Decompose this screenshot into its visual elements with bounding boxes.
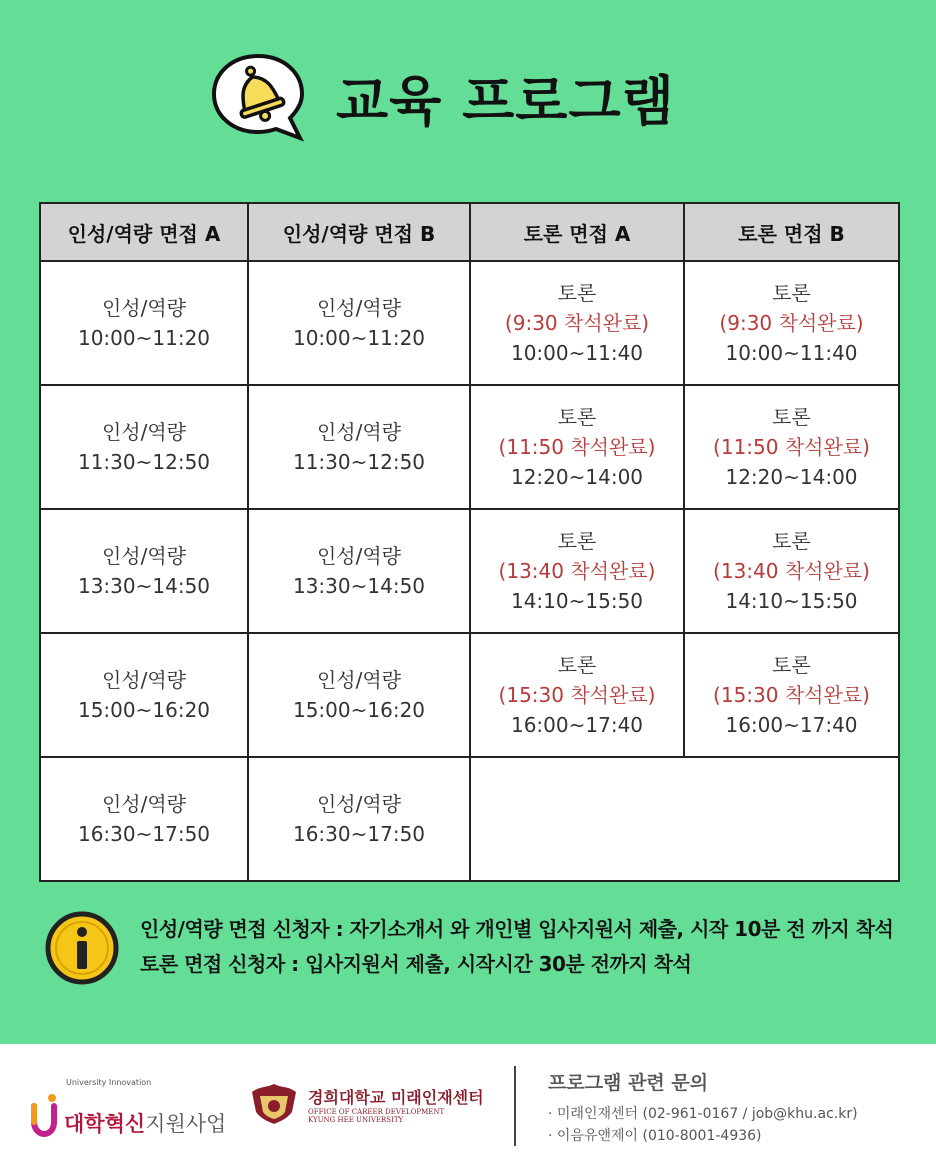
session-time: 10:00~11:40 (510, 341, 644, 365)
table-cell (248, 261, 470, 385)
seating-note: (9:30 착석완료) (719, 311, 864, 335)
seating-note: (9:30 착석완료) (504, 311, 650, 335)
session-time: 10:00~11:20 (77, 326, 211, 350)
u-logo-icon (30, 1092, 58, 1138)
table-cell (40, 385, 248, 509)
session-time: 16:00~17:40 (725, 713, 858, 737)
table-cell (40, 633, 248, 757)
table-cell (248, 757, 470, 881)
session-time: 16:30~17:50 (292, 822, 426, 846)
table-cell (684, 261, 899, 385)
contact-line: · 이음유앤제이 (010-8001-4936) (548, 1128, 762, 1144)
session-name: 인성/역량 (101, 544, 187, 568)
session-name: 인성/역량 (316, 792, 402, 816)
session-name: 인성/역량 (316, 296, 402, 320)
info-icon (44, 910, 120, 986)
table-cell (684, 385, 899, 509)
career-center-name: 경희대학교 미래인재센터 (308, 1087, 484, 1107)
column-header: 토론 면접 B (684, 203, 899, 261)
contact-line: · 미래인재센터 (02-961-0167 / job@khu.ac.kr) (548, 1106, 858, 1122)
session-time: 16:00~17:40 (510, 713, 644, 737)
session-name: 토론 (557, 653, 597, 677)
footer-divider (514, 1066, 516, 1146)
session-name: 토론 (772, 405, 811, 429)
info-line: 인성/역량 면접 신청자 : 자기소개서 와 개인별 입사지원서 제출, 시작 10분 전 까지 착석 (140, 917, 894, 941)
seating-note: (11:50 착석완료) (498, 435, 656, 459)
logo-rest-text: 지원사업 (145, 1112, 227, 1136)
info-notice (44, 906, 893, 986)
logo-small-text: University Innovation (66, 1078, 152, 1087)
session-name: 토론 (557, 529, 597, 553)
session-time: 14:10~15:50 (725, 589, 858, 613)
session-name: 인성/역량 (316, 668, 402, 692)
contact-title: 프로그램 관련 문의 (548, 1072, 709, 1094)
session-name: 토론 (772, 653, 811, 677)
session-time: 11:30~12:50 (292, 450, 426, 474)
logo-main-text (64, 1108, 226, 1138)
table-row (40, 757, 899, 881)
table-row (40, 385, 899, 509)
session-time: 16:30~17:50 (77, 822, 211, 846)
column-header: 인성/역량 면접 B (248, 203, 470, 261)
table-cell (40, 261, 248, 385)
seating-note: (13:40 착석완료) (713, 559, 870, 583)
column-header: 인성/역량 면접 A (40, 203, 248, 261)
session-name: 인성/역량 (316, 544, 402, 568)
table-cell (470, 633, 684, 757)
career-center-text (308, 1085, 484, 1124)
table-cell (684, 509, 899, 633)
career-center-sub: KYUNG HEE UNIVERSITY (308, 1115, 404, 1124)
table-cell (470, 509, 684, 633)
career-center-logo (248, 1082, 484, 1126)
session-name: 토론 (772, 529, 811, 553)
session-time: 15:00~16:20 (77, 698, 211, 722)
table-cell (470, 261, 684, 385)
table-row (40, 261, 899, 385)
logo-bold-text: 대학혁신 (64, 1112, 146, 1136)
table-cell (248, 509, 470, 633)
seating-note: (13:40 착석완료) (498, 559, 656, 583)
career-center-sub: OFFICE OF CAREER DEVELOPMENT (308, 1107, 445, 1116)
empty-cell (470, 757, 899, 881)
session-time: 13:30~14:50 (77, 574, 211, 598)
session-name: 인성/역량 (101, 668, 187, 692)
table-row (40, 633, 899, 757)
session-time: 13:30~14:50 (292, 574, 426, 598)
session-name: 토론 (557, 405, 597, 429)
table-cell (248, 385, 470, 509)
session-time: 12:20~14:00 (725, 465, 858, 489)
university-crest-icon (248, 1082, 300, 1126)
table-row (40, 509, 899, 633)
session-name: 토론 (557, 281, 597, 305)
schedule-table (39, 202, 900, 882)
table-cell (40, 757, 248, 881)
table-header-row (40, 203, 899, 261)
seating-note: (11:50 착석완료) (713, 435, 870, 459)
contact-info (548, 1068, 858, 1147)
title-area (210, 52, 675, 142)
session-name: 인성/역량 (101, 792, 187, 816)
session-name: 인성/역량 (101, 296, 187, 320)
table-cell (470, 385, 684, 509)
seating-note: (15:30 착석완료) (713, 683, 870, 707)
session-name: 토론 (772, 281, 811, 305)
info-line: 토론 면접 신청자 : 입사지원서 제출, 시작시간 30분 전까지 착석 (140, 952, 692, 976)
page-title: 교육 프로그램 (336, 69, 675, 133)
university-innovation-logo (30, 1078, 226, 1138)
session-time: 14:10~15:50 (510, 589, 644, 613)
seating-note: (15:30 착석완료) (498, 683, 656, 707)
table-cell (684, 633, 899, 757)
session-time: 11:30~12:50 (77, 450, 211, 474)
column-header: 토론 면접 A (470, 203, 684, 261)
footer (0, 1044, 936, 1170)
bell-icon (210, 52, 306, 142)
session-time: 10:00~11:20 (292, 326, 426, 350)
session-time: 12:20~14:00 (510, 465, 644, 489)
session-name: 인성/역량 (101, 420, 187, 444)
table-cell (40, 509, 248, 633)
info-text (140, 906, 893, 982)
session-time: 15:00~16:20 (292, 698, 426, 722)
session-name: 인성/역량 (316, 420, 402, 444)
table-cell (248, 633, 470, 757)
session-time: 10:00~11:40 (725, 341, 858, 365)
